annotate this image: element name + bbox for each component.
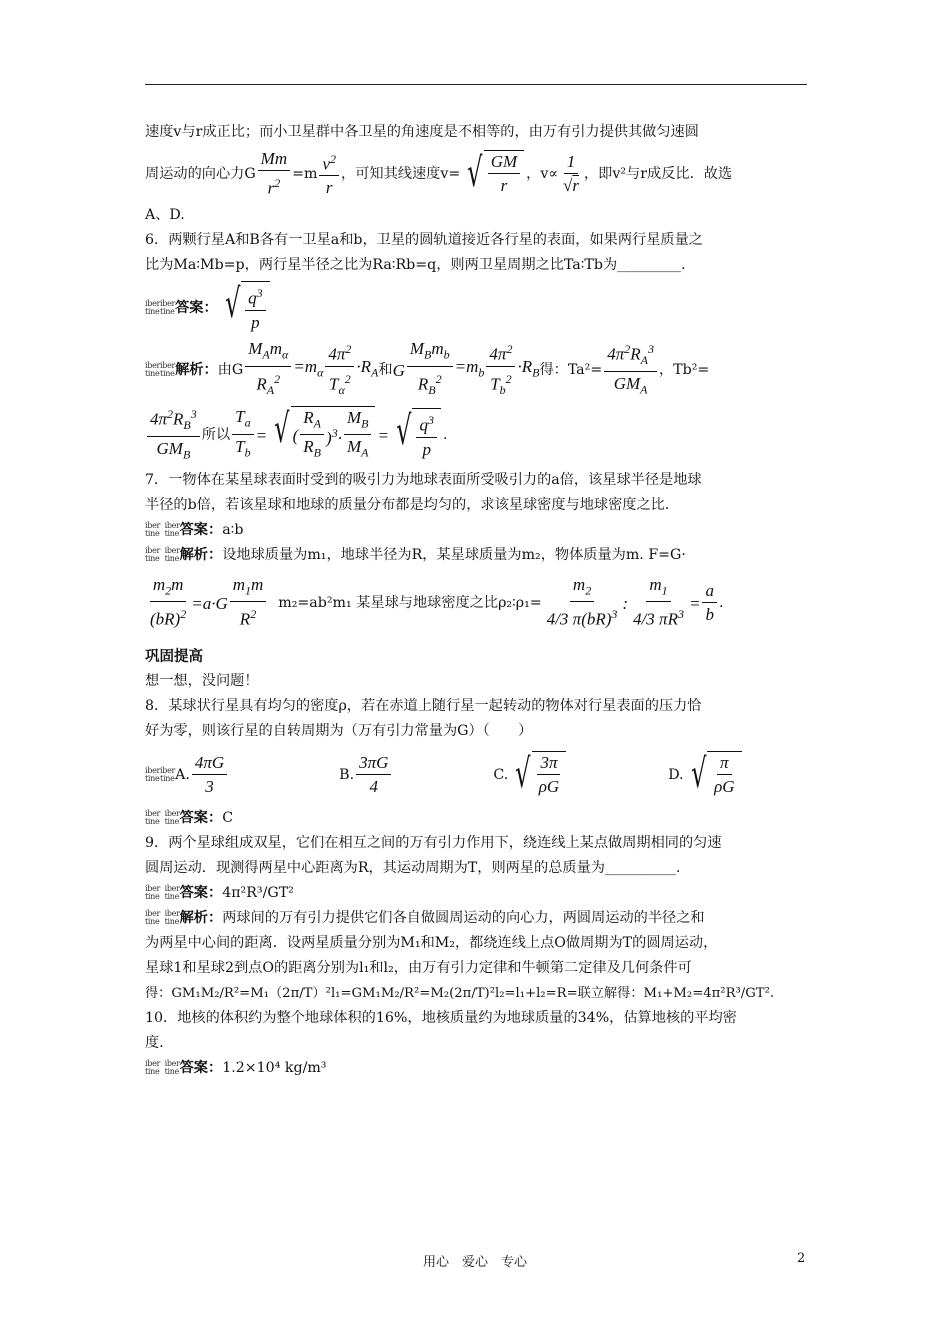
sqrt-q3-p: √ $\frac{q^3}{p}$ <box>220 281 270 335</box>
q7-analysis: iber tine iber tine解析：设地球质量为m₁，地球半径为R，某星球质量为m₂，物体质量为m. F=G· <box>145 546 686 563</box>
option-b: B. <box>339 766 355 783</box>
option-c: C. <box>493 766 509 783</box>
header-rule <box>145 84 807 85</box>
q8-answer: iber tine iber tine答案：C <box>145 809 234 826</box>
q7-line1: 7．一物体在某星球表面时受到的吸引力为地球表面所受吸引力的a倍，该星球半径是地球 <box>145 472 702 488</box>
q6-line2: 比为Ma∶Mb=p，两行星半径之比为Ra∶Rb=q，则两卫星周期之比Ta∶Tb为_________. <box>145 257 686 273</box>
q7-equation: $\frac{m_2m}{(bR)^2}$ =a·G $\frac{m_1m}{R^2}$ m₂=ab²m₁ 某星球与地球密度之比ρ₂∶ρ₁= $\frac{m_2}{4/3 \pi(bR)^3}$ : $\frac{m_1}{4/3 \pi R^3}$ = $\frac{a}{b}$ . <box>150 574 724 630</box>
q9-answer: iber tine iber tine答案：4π²R³/GT² <box>145 884 294 901</box>
section-title: 巩固提高 <box>145 648 203 665</box>
page-number: 2 <box>797 1251 806 1266</box>
q8-options: iber tine iber tine A. $\frac{4\pi G}{3}$ B. $\frac{3\pi G}{4}$ C. √ $\frac{3\pi}{\rho G}$ D. √ $\frac{\pi}{\rho G}$ <box>145 744 807 806</box>
para1-line1: 速度v与r成正比；而小卫星群中各卫星的角速度是不相等的，由万有引力提供其做匀速圆 <box>145 124 699 140</box>
q6-analysis-line1: iber tine iber tine 解析： 由G $\frac{M_Am_\alpha}{R_A^2}$ $=m_\alpha$ $\frac{4\pi^2}{T_\alpha^2}$ $\cdot R_A$ 和 G $\frac{M_Bm_b}{R_B^2}$ $=m_b$ $\frac{4\pi^2}{T_b^2}$ $\cdot R_B$ 得：Ta²= $\frac{4\pi^2R_A^3}{GM_A}$ ，Tb²= <box>145 339 710 397</box>
q8-line1: 8．某球状行星具有均匀的密度ρ，若在赤道上随行星一起转动的物体对行星表面的压力恰 <box>145 698 702 714</box>
q8-line2: 好为零，则该行星的自转周期为（万有引力常量为G）（ ） <box>145 723 533 739</box>
section-sub: 想一想，没问题！ <box>145 673 259 689</box>
q9-analysis-1: iber tine iber tine解析：两球间的万有引力提供它们各自做圆周运动的向心力，两圆周运动的半径之和 <box>145 909 705 926</box>
option-a: A. <box>175 766 190 783</box>
q9-analysis-4: 得：GM₁M₂/R²=M₁（2π/T）²l₁=GM₁M₂/R²=M₂(2π/T)²l₂=l₁+l₂=R=联立解得：M₁+M₂=4π²R³/GT². <box>145 986 775 1001</box>
frac-Mm-r2: $\frac{Mm}{r^2}$ <box>258 148 290 201</box>
q9-analysis-2: 为两星中心间的距离．设两星质量分别为M₁和M₂，都绕连线上点O做周期为T的圆周运动， <box>145 935 718 951</box>
frac-v2-r: $\frac{v^2}{r}$ <box>319 148 339 201</box>
q9-analysis-3: 星球1和星球2到点O的距离分别为l₁和l₂，由万有引力定律和牛顿第二定律及几何条件可 <box>145 960 692 976</box>
sqrt-GM-r: √ $\frac{GM}{r}$ <box>462 150 524 198</box>
q6-line1: 6．两颗行星A和B各有一卫星a和b，卫星的圆轨道接近各行星的表面，如果两行星质量之 <box>145 232 703 248</box>
q6-answer: iber tine iber tine 答案： √ $\frac{q^3}{p}$ <box>145 278 807 338</box>
option-d: D. <box>668 766 684 783</box>
page-body <box>145 120 807 1081</box>
frac-1-sqrtr: $\frac{1}{√r}$ <box>562 151 579 195</box>
para1-line2: 周运动的向心力G $\frac{Mm}{r^2}$ =m $\frac{v^2}{r}$ ，可知其线速度v= √ $\frac{GM}{r}$ ，v∝ $\frac{1}{√r}$ ，即v²与r成反比．故选 <box>145 145 807 203</box>
para1-line3: A、D. <box>145 207 185 223</box>
tag-marker: iber tine <box>145 299 161 316</box>
q6-analysis-line2: $\frac{4\pi^2R_B^3}{GM_B}$ 所以 $\frac{T_a}{T_b}$ = √ ( $\frac{R_A}{R_B}$ )$^3$· $\frac{M_B}{M_A}$ = √ $\frac{q^3}{p}$ . <box>145 402 807 468</box>
q10-line2: 度． <box>145 1035 174 1051</box>
footer-text: 用心 爱心 专心 <box>422 1255 527 1270</box>
q9-line2: 圆周运动．现测得两星中心距离为R，其运动周期为T，则两星的总质量为__________. <box>145 860 681 876</box>
q9-line1: 9．两个星球组成双星，它们在相互之间的万有引力作用下，绕连线上某点做周期相同的匀速 <box>145 835 722 851</box>
q10-line1: 10．地核的体积约为整个地球体积的16%，地核质量约为地球质量的34%，估算地核的平均密 <box>145 1010 737 1026</box>
q10-answer: iber tine iber tine答案：1.2×10⁴ kg/m³ <box>145 1059 327 1076</box>
q7-line2: 半径的b倍，若该星球和地球的质量分布都是均匀的，求该星球密度与地球密度之比． <box>145 497 680 513</box>
q7-answer: iber tine iber tine答案：a∶b <box>145 521 244 538</box>
